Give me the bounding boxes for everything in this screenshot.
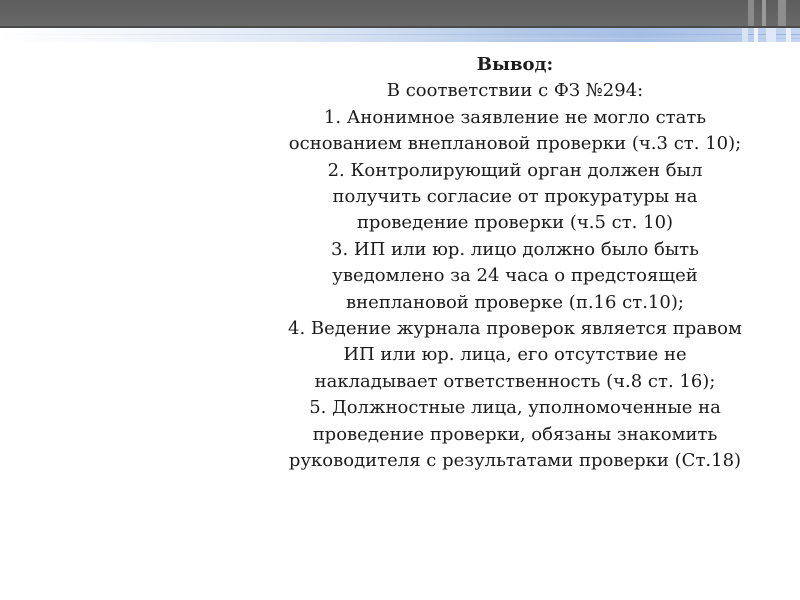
header-stripe-line [0, 38, 800, 39]
conclusion-line: проведение проверки (ч.5 ст. 10) [356, 212, 674, 234]
conclusion-line: руководителя с результатами проверки (Ст.18) [288, 450, 742, 472]
header-right-accent [748, 0, 800, 42]
conclusion-line: получить согласие от прокуратуры на [332, 186, 698, 208]
conclusion-line: 2. Контролирующий орган должен был [327, 159, 703, 181]
conclusion-line: ИП или юр. лица, его отсутствие не [343, 344, 687, 366]
slide-title: Вывод: [476, 54, 554, 75]
header-stripe [0, 28, 800, 42]
slide-body [250, 52, 780, 475]
conclusion-line: основанием внеплановой проверки (ч.3 ст. 10); [288, 133, 742, 155]
intro-line: В соответствии с ФЗ №294: [386, 80, 644, 102]
conclusion-line: 4. Ведение журнала проверок является правом [288, 318, 742, 340]
conclusion-line: внеплановой проверке (п.16 ст.10); [346, 291, 684, 313]
conclusion-line: накладывает ответственность (ч.8 ст. 16); [314, 370, 716, 392]
header-accent-block [762, 0, 766, 26]
conclusion-line: уведомлено за 24 часа о предстоящей [332, 265, 698, 287]
header-stripe-line [0, 34, 800, 35]
header-accent-block [778, 0, 786, 26]
header-accent-block [748, 0, 754, 26]
conclusion-line: 3. ИП или юр. лицо должно было быть [331, 238, 699, 260]
conclusion-line: проведение проверки, обязаны знакомить [312, 423, 718, 445]
conclusion-line: 5. Должностные лица, уполномоченные на [309, 397, 721, 419]
conclusion-line: 1. Анонимное заявление не могло стать [323, 106, 707, 128]
header-band [0, 0, 800, 28]
